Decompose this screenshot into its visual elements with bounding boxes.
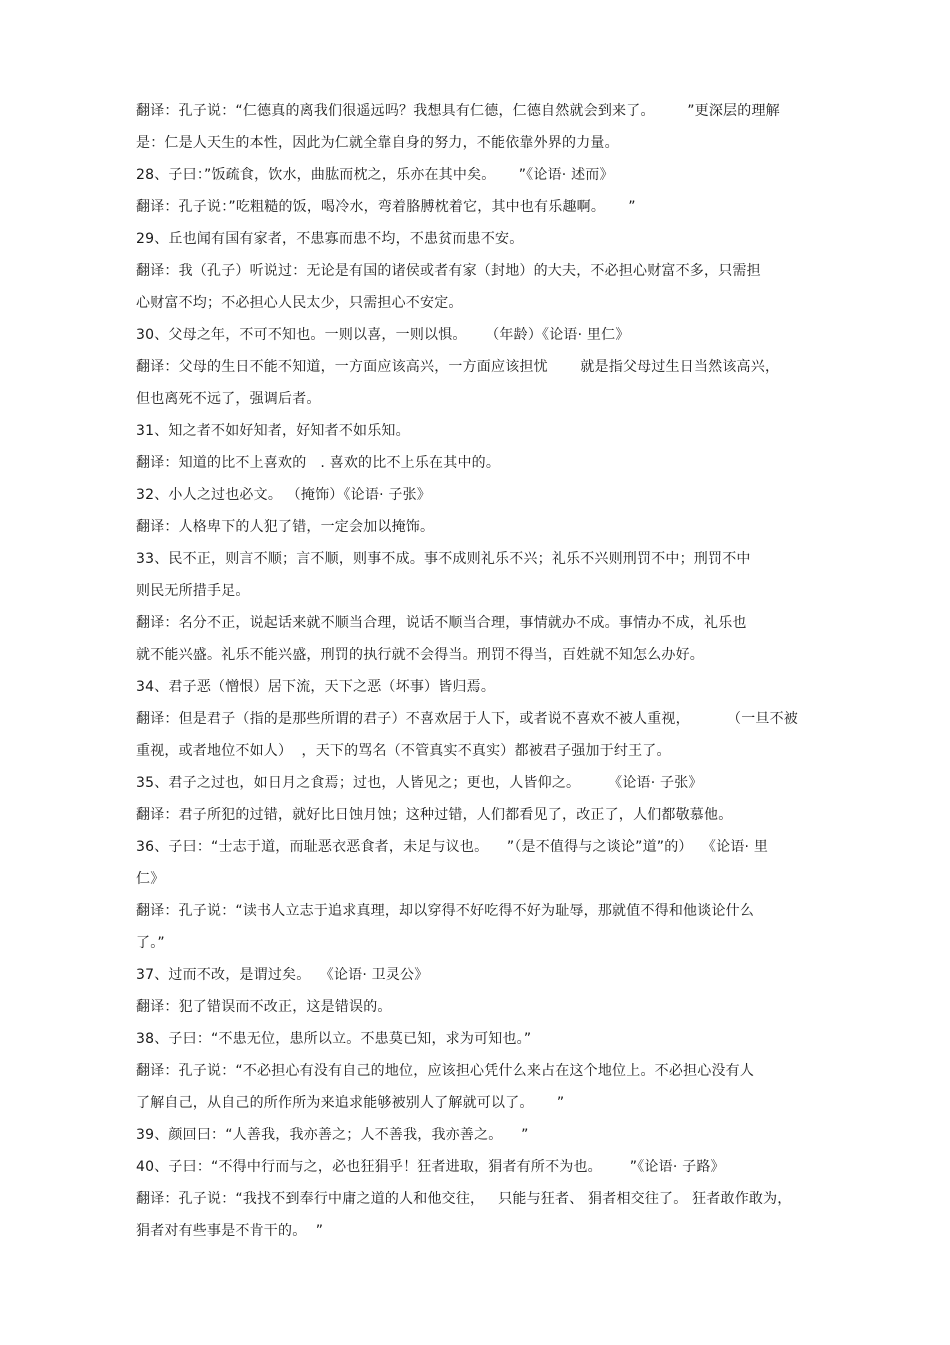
text-line: 就不能兴盛。礼乐不能兴盛，刑罚的执行就不会得当。刑罚不得当，百姓就不知怎么办好。: [136, 647, 704, 663]
text-line: 翻译：人格卑下的人犯了错，一定会加以掩饰。: [136, 519, 435, 535]
text-line: 35、君子之过也，如日月之食焉；过也，人皆见之；更也，人皆仰之。 《论语· 子张》: [136, 775, 703, 791]
text-line: 重视，或者地位不如人） ，天下的骂名（不管真实不真实）都被君子强加于纣王了。: [136, 743, 671, 759]
text-line: 狷者对有些事是不肯干的。 ”: [136, 1223, 324, 1239]
text-line: 是：仁是人天生的本性，因此为仁就全靠自身的努力，不能依靠外界的力量。: [136, 135, 619, 151]
text-line: 翻译：君子所犯的过错，就好比日蚀月蚀；这种过错，人们都看见了，改正了，人们都敬慕他。: [136, 807, 733, 823]
text-line: 心财富不均；不必担心人民太少，只需担心不安定。: [136, 295, 463, 311]
text-line: 39、颜回曰：“人善我，我亦善之；人不善我，我亦善之。 ”: [136, 1127, 529, 1143]
text-line: 30、父母之年，不可不知也。一则以喜，一则以惧。 （年龄）《论语· 里仁》: [136, 327, 630, 343]
text-line: 38、子曰：“不患无位，患所以立。不患莫已知，求为可知也。”: [136, 1031, 532, 1047]
text-line: 翻译：但是君子（指的是那些所谓的君子）不喜欢居于人下，或者说不喜欢不被人重视， （一旦不被: [136, 711, 798, 727]
text-line: 则民无所措手足。: [136, 583, 250, 599]
text-line: 翻译：知道的比不上喜欢的 . 喜欢的比不上乐在其中的。: [136, 455, 501, 471]
text-line: 翻译：犯了错误而不改正，这是错误的。: [136, 999, 392, 1015]
text-line: 翻译：孔子说：“不必担心有没有自己的地位，应该担心凭什么来占在这个地位上。不必担心没有人: [136, 1063, 755, 1079]
text-line: 翻译：我（孔子）听说过：无论是有国的诸侯或者有家（封地）的大夫，不必担心财富不多，只需担: [136, 263, 761, 279]
text-line: 仁》: [136, 871, 165, 887]
text-line: 但也离死不远了，强调后者。: [136, 391, 321, 407]
text-line: 翻译：孔子说：”吃粗糙的饭，喝冷水，弯着胳膊枕着它，其中也有乐趣啊。 ”: [136, 199, 636, 215]
text-line: 36、子曰：“士志于道，而耻恶衣恶食者，未足与议也。 ”（是不值得与之谈论”道”的） 《论语· 里: [136, 839, 769, 855]
text-line: 34、君子恶（憎恨）居下流，天下之恶（坏事）皆归焉。: [136, 679, 496, 695]
text-line: 37、过而不改，是谓过矣。 《论语· 卫灵公》: [136, 967, 429, 983]
text-line: 31、知之者不如好知者，好知者不如乐知。: [136, 423, 410, 439]
text-line: 29、丘也闻有国有家者，不患寡而患不均，不患贫而患不安。: [136, 231, 524, 247]
text-line: 40、子曰：“不得中行而与之，必也狂狷乎！狂者进取，狷者有所不为也。 ”《论语· 子路》: [136, 1159, 725, 1175]
text-line: 了。”: [136, 935, 165, 951]
text-line: 32、小人之过也必文。 （掩饰）《论语· 子张》: [136, 487, 431, 503]
text-line: 28、子曰：”饭疏食，饮水，曲肱而枕之，乐亦在其中矣。 ”《论语· 述而》: [136, 167, 614, 183]
text-line: 翻译：父母的生日不能不知道，一方面应该高兴，一方面应该担忧 就是指父母过生日当然该高兴，: [136, 359, 780, 375]
text-line: 翻译：孔子说：“仁德真的离我们很遥远吗？我想具有仁德，仁德自然就会到来了。 ”更深层的理解: [136, 103, 780, 119]
text-line: 33、民不正，则言不顺；言不顺，则事不成。事不成则礼乐不兴；礼乐不兴则刑罚不中；刑罚不中: [136, 551, 751, 567]
text-line: 了解自己，从自己的所作所为来追求能够被别人了解就可以了。 ”: [136, 1095, 565, 1111]
text-line: 翻译：孔子说：“读书人立志于追求真理，却以穿得不好吃得不好为耻辱，那就值不得和他谈论什么: [136, 903, 755, 919]
text-line: 翻译：孔子说：“我找不到奉行中庸之道的人和他交往， 只能与狂者、 狷者相交往了。 狂者敢作敢为，: [136, 1191, 792, 1207]
text-line: 翻译：名分不正，说起话来就不顺当合理，说话不顺当合理，事情就办不成。事情办不成，礼乐也: [136, 615, 747, 631]
